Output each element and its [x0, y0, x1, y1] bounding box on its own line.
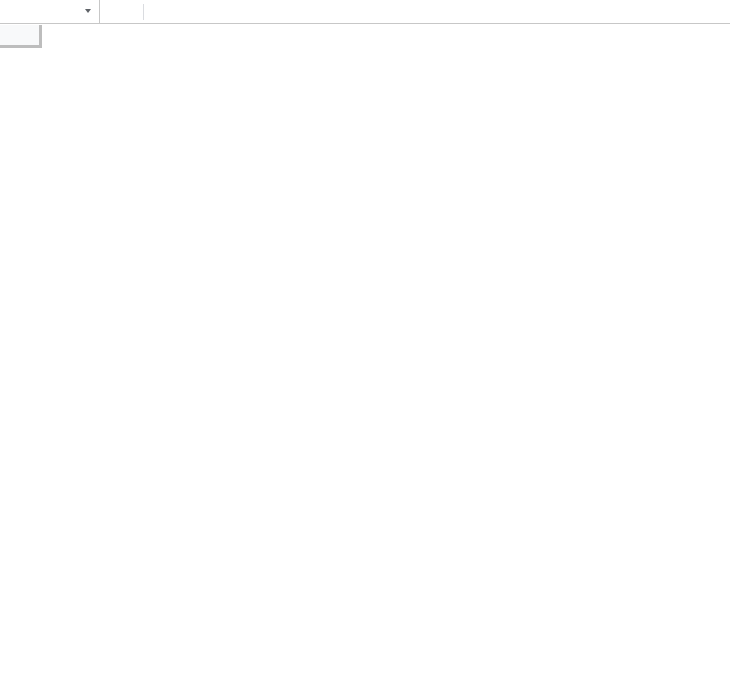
- select-all-corner[interactable]: [0, 25, 42, 48]
- chevron-down-icon[interactable]: [85, 9, 91, 13]
- name-box[interactable]: [0, 0, 100, 24]
- formula-divider: [143, 4, 144, 20]
- formula-bar: [0, 0, 730, 24]
